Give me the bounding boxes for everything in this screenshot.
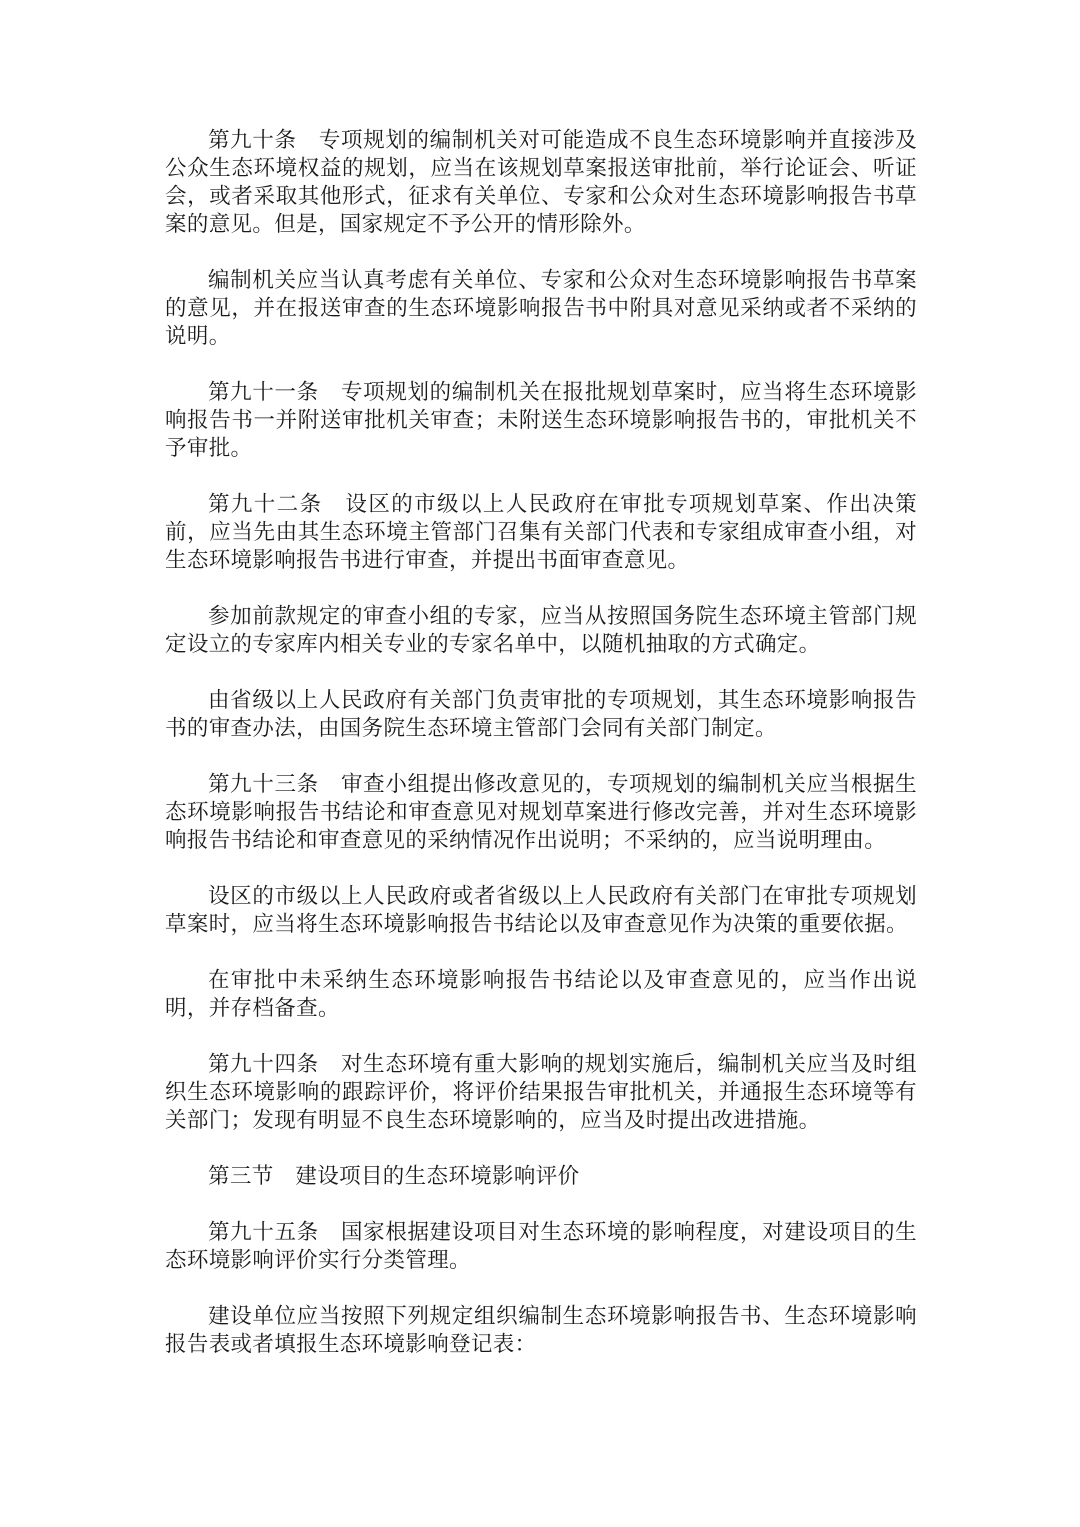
section-heading: 第三节 建设项目的生态环境影响评价 xyxy=(208,1164,580,1189)
article-92-paragraph: 第九十二条 设区的市级以上人民政府在审批专项规划草案、作出决策前，应当先由其生态环境主管部门召集有关部门代表和专家组成审查小组，对生态环境影响报告书进行审查，并提出书面审查意见。 xyxy=(165,492,917,573)
article-93-paragraph: 第九十三条 审查小组提出修改意见的，专项规划的编制机关应当根据生态环境影响报告书结论和审查意见对规划草案进行修改完善，并对生态环境影响报告书结论和审查意见的采纳情况作出说明；不采纳的，应当说明理由。 xyxy=(165,772,917,853)
article-92-paragraph-3: 由省级以上人民政府有关部门负责审批的专项规划，其生态环境影响报告书的审查办法，由国务院生态环境主管部门会同有关部门制定。 xyxy=(165,688,917,741)
article-93-paragraph-2: 设区的市级以上人民政府或者省级以上人民政府有关部门在审批专项规划草案时，应当将生态环境影响报告书结论以及审查意见作为决策的重要依据。 xyxy=(165,884,917,937)
article-90-paragraph-2: 编制机关应当认真考虑有关单位、专家和公众对生态环境影响报告书草案的意见，并在报送审查的生态环境影响报告书中附具对意见采纳或者不采纳的说明。 xyxy=(165,268,917,349)
document-body xyxy=(165,127,917,1387)
article-91-paragraph: 第九十一条 专项规划的编制机关在报批规划草案时，应当将生态环境影响报告书一并附送审批机关审查；未附送生态环境影响报告书的，审批机关不予审批。 xyxy=(165,380,917,461)
article-93-paragraph-3: 在审批中未采纳生态环境影响报告书结论以及审查意见的，应当作出说明，并存档备查。 xyxy=(165,968,917,1021)
article-94-paragraph: 第九十四条 对生态环境有重大影响的规划实施后，编制机关应当及时组织生态环境影响的跟踪评价，将评价结果报告审批机关，并通报生态环境等有关部门；发现有明显不良生态环境影响的，应当及时提出改进措施。 xyxy=(165,1052,917,1133)
article-92-paragraph-2: 参加前款规定的审查小组的专家，应当从按照国务院生态环境主管部门规定设立的专家库内相关专业的专家名单中，以随机抽取的方式确定。 xyxy=(165,604,917,657)
article-95-paragraph: 第九十五条 国家根据建设项目对生态环境的影响程度，对建设项目的生态环境影响评价实行分类管理。 xyxy=(165,1220,917,1273)
article-95-paragraph-2: 建设单位应当按照下列规定组织编制生态环境影响报告书、生态环境影响报告表或者填报生态环境影响登记表： xyxy=(165,1304,917,1357)
article-90-paragraph: 第九十条 专项规划的编制机关对可能造成不良生态环境影响并直接涉及公众生态环境权益的规划，应当在该规划草案报送审批前，举行论证会、听证会，或者采取其他形式，征求有关单位、专家和公众对生态环境影响报告书草案的意见。但是，国家规定不予公开的情形除外。 xyxy=(165,128,917,237)
